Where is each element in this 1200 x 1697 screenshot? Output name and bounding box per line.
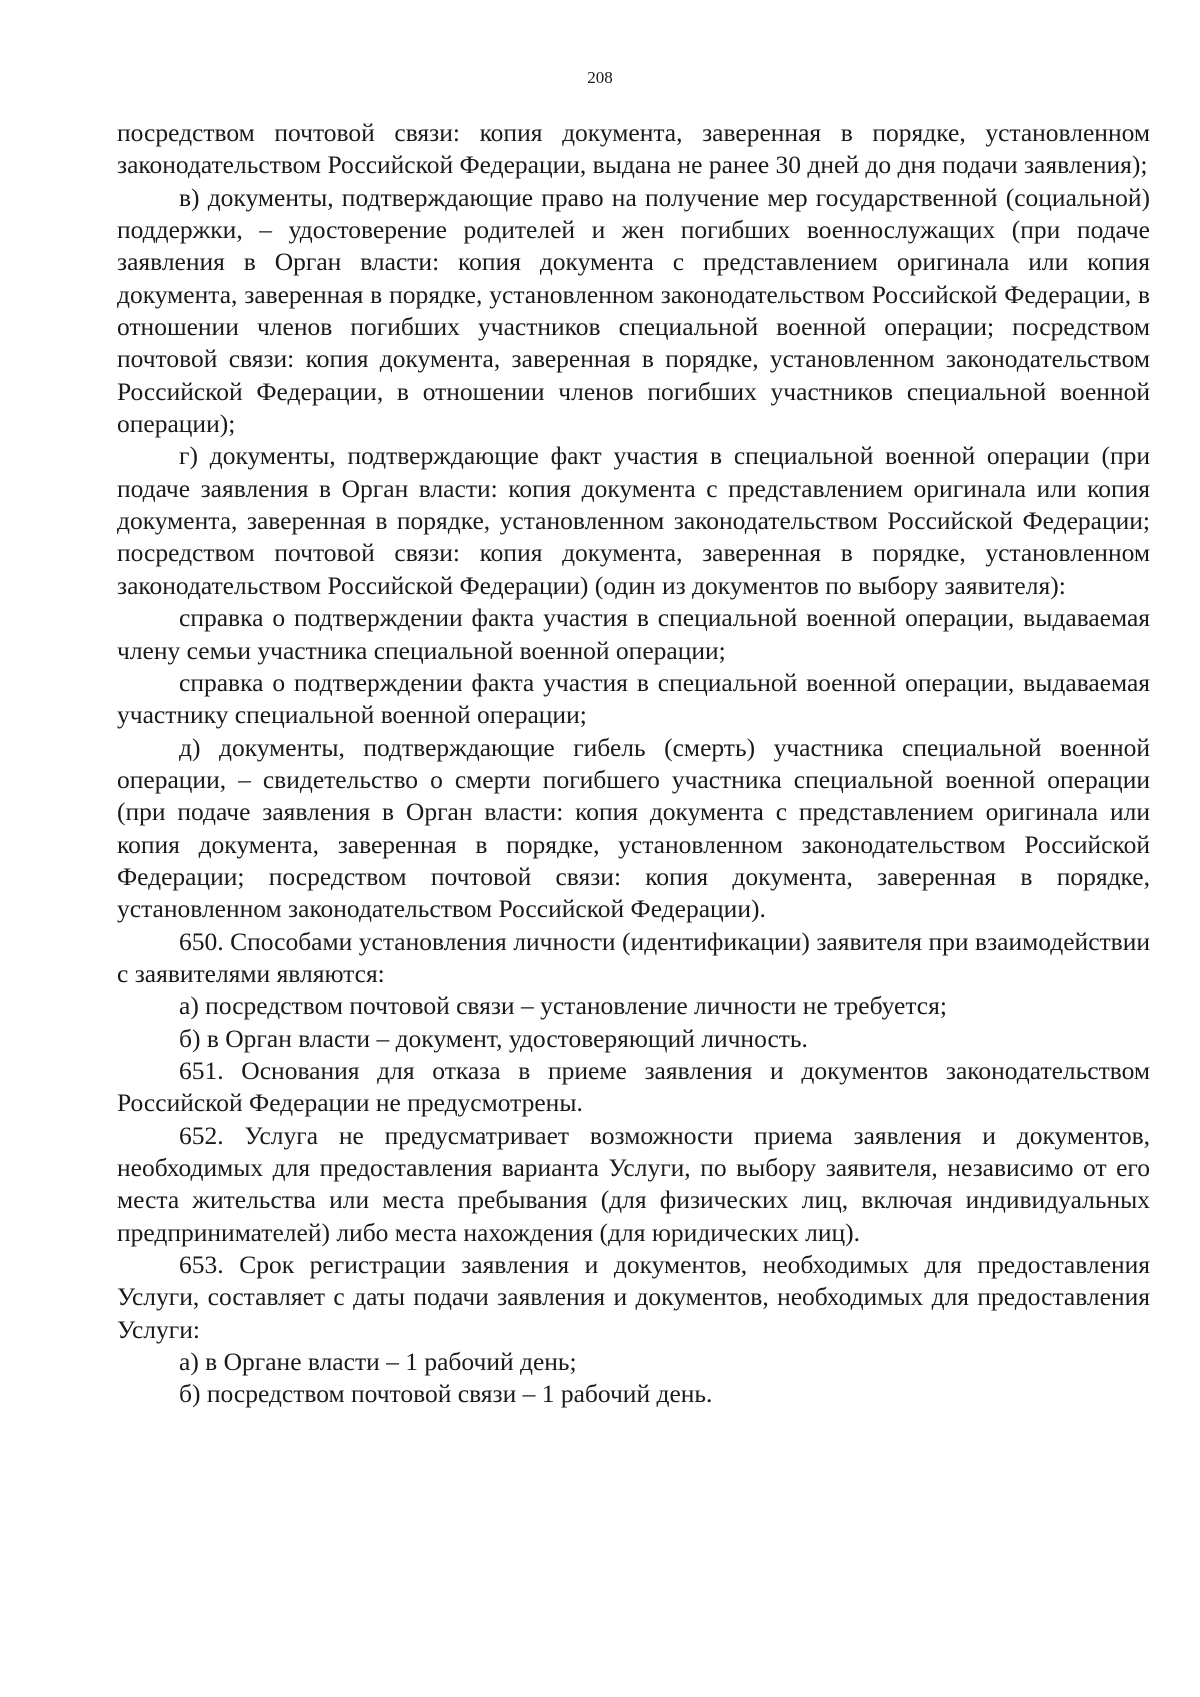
paragraph-certificate-family-member: справка о подтверждении факта участия в специальной военной операции, выдаваемая члену семьи участника специальной военной операции; [117, 603, 1150, 665]
paragraph-650-identification-methods: 650. Способами установления личности (идентификации) заявителя при взаимодействии с заявителями являются: [117, 926, 1150, 988]
paragraph-652-extraterritorial: 652. Услуга не предусматривает возможности приема заявления и документов, необходимых для предоставления варианта Услуги, по выбору заявителя, независимо от его места жительства или места пребывания (для физических лиц, включая индивидуальных предпринимателей) либо места нахождения (для юридических лиц). [117, 1120, 1150, 1247]
paragraph-item-d-death-documents: д) документы, подтверждающие гибель (смерть) участника специальной военной операции, – свидетельство о смерти погибшего участника специальной военной операции (при подаче заявления в Орган власти: копия документа с представлением оригинала или копия документа, заверенная в порядке, установленном законодательством Российской Федерации; посредством почтовой связи: копия документа, заверенная в порядке, установленном законодательством Российской Федерации). [117, 732, 1150, 924]
paragraph-item-g-participation-documents: г) документы, подтверждающие факт участия в специальной военной операции (при подаче заявления в Орган власти: копия документа с представлением оригинала или копия документа, заверенная в порядке, установленном законодательством Российской Федерации; посредством почтовой связи: копия документа, заверенная в порядке, установленном законодательством Российской Федерации) (один из документов по выбору заявителя): [117, 441, 1150, 600]
paragraph-postal-copy-continuation: посредством почтовой связи: копия документа, заверенная в порядке, установленном законодательством Российской Федерации, выдана не ранее 30 дней до дня подачи заявления); [117, 118, 1150, 180]
document-body [117, 117, 1150, 1411]
paragraph-650-a-postal: а) посредством почтовой связи – установление личности не требуется; [179, 991, 947, 1021]
page-number: 208 [587, 68, 613, 87]
paragraph-653-a-authority: а) в Органе власти – 1 рабочий день; [179, 1347, 577, 1377]
paragraph-651-refusal-grounds: 651. Основания для отказа в приеме заявления и документов законодательством Российской Федерации не предусмотрены. [117, 1055, 1150, 1118]
paragraph-653-b-postal: б) посредством почтовой связи – 1 рабочий день. [179, 1379, 713, 1409]
paragraph-certificate-participant: справка о подтверждении факта участия в специальной военной операции, выдаваемая участнику специальной военной операции; [117, 667, 1150, 730]
paragraph-650-b-authority: б) в Орган власти – документ, удостоверяющий личность. [179, 1023, 808, 1053]
paragraph-653-registration-term: 653. Срок регистрации заявления и документов, необходимых для предоставления Услуги, составляет с даты подачи заявления и документов, необходимых для предоставления Услуги: [117, 1250, 1150, 1344]
paragraph-item-v-support-documents: в) документы, подтверждающие право на получение мер государственной (социальной) поддержки, – удостоверение родителей и жен погибших военнослужащих (при подаче заявления в Орган власти: копия документа с представлением оригинала или копия документа, заверенная в порядке, установленном законодательством Российской Федерации, в отношении членов погибших участников специальной военной операции; посредством почтовой связи: копия документа, заверенная в порядке, установленном законодательством Российской Федерации, в отношении членов погибших участников специальной военной операции); [117, 182, 1150, 439]
